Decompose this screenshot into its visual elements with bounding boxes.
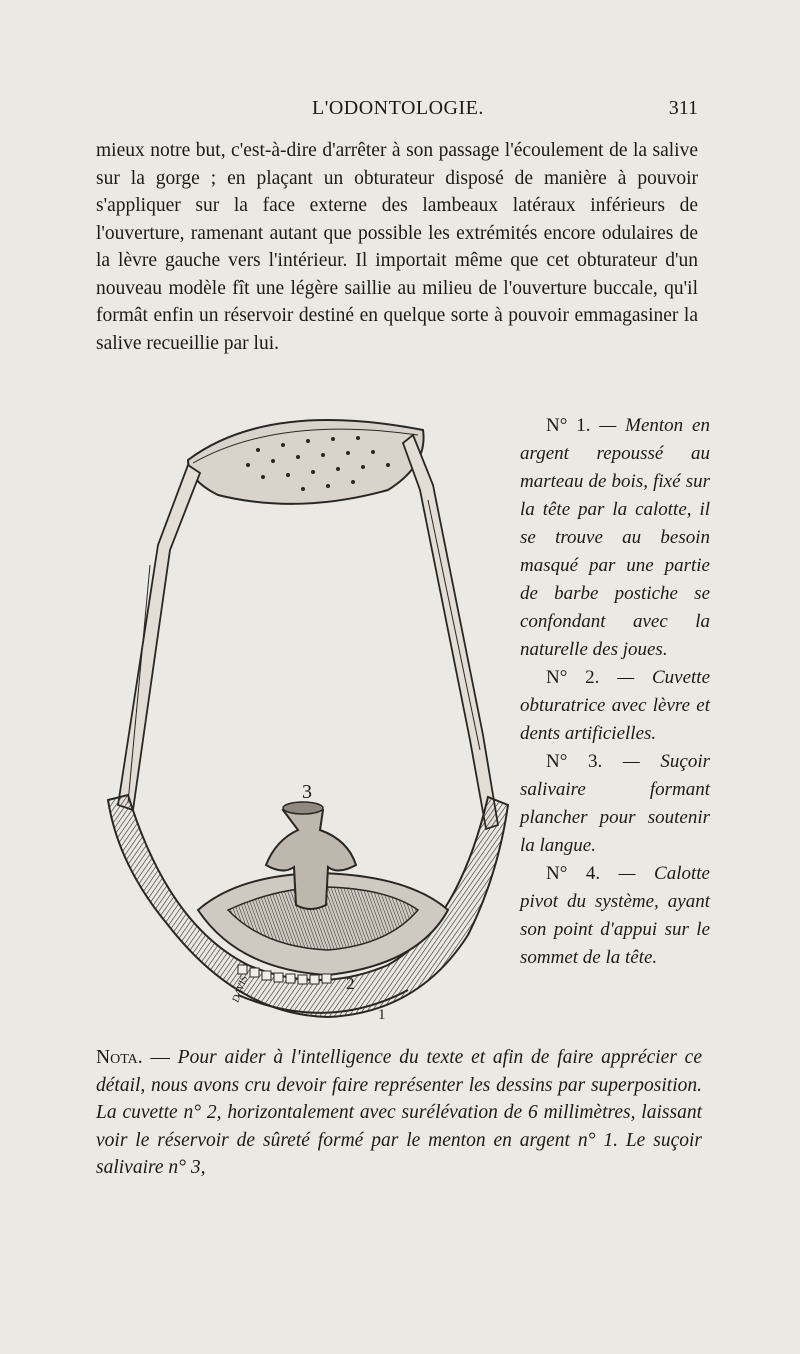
legend-item: N° 4. — Calotte pivot du système, ayant son point d'appui sur le sommet de la tête. [520,863,710,968]
legend-text: Calotte pivot du système, ayant son point d'appui sur le sommet de la tête. [520,863,710,968]
figure-label-2: 2 [346,974,355,993]
legend-number: N° 2. [546,667,600,688]
calotte-plate [188,420,424,504]
figure-engraving [88,405,518,1045]
body-paragraph: mieux notre but, c'est-à-dire d'arrêter à son passage l'écoulement de la salive sur la gorge ; en plaçant un obturateur disposé de manière à pouvoir s'appliquer sur la face externe des lambeaux latéraux inférieurs de l'ouverture, ramenant autant que possible les extrémités encore odulaires de la lèvre gauche vers l'intérieur. Il importait même que cet obturateur d'un nouveau modèle fît une légère saillie au milieu de l'ouverture buccale, qu'il formât enfin un réservoir destiné en quelque sorte à pouvoir emmagasiner la salive recueillie par lui. [96,140,698,354]
figure-label-1: 1 [378,1007,386,1023]
running-title: L'ODONTOLOGIE. [312,97,484,119]
figure-label-3: 3 [302,781,312,803]
legend-number: N° 3. [546,751,603,772]
legend-item: N° 1. — Menton en argent repoussé au marteau de bois, fixé sur la tête par la calotte, il se trouve au besoin masqué par une partie de barbe postiche se confondant avec la naturelle des joues. [520,415,710,660]
running-header [96,97,712,125]
legend-text: Suçoir salivaire formant plancher pour soutenir la langue. [520,751,710,856]
nota-text: Pour aider à l'intelligence du texte et afin de faire apprécier ce détail, nous avons cru devoir faire représenter les dessins par superposition. La cuvette n° 2, horizontalement avec surélévation de 6 millimètres, laissant voir le réservoir de sûreté formé par le menton en argent n° 1. Le suçoir salivaire n° 3, [96,1047,702,1178]
legend-item: N° 3. — Suçoir salivaire formant plancher pour soutenir la langue. [520,751,710,856]
page-number: 311 [668,97,698,119]
legend-text: Cuvette obturatrice avec lèvre et dents artificielles. [520,667,710,744]
figure-legend [520,412,710,972]
prosthesis-illustration [88,405,518,1045]
engraver-signature: DAVIS [230,974,251,1005]
legend-number: N° 1. [546,415,591,436]
nota-separator: — [142,1047,178,1068]
legend-text: Menton en argent repoussé au marteau de bois, fixé sur la tête par la calotte, il se trouve au besoin masqué par une partie de barbe postiche se confondant avec la naturelle des joues. [520,415,710,660]
nota-paragraph [96,1044,702,1182]
legend-number: N° 4. [546,863,601,884]
nota-label: Nota. [96,1047,143,1068]
legend-item: N° 2. — Cuvette obturatrice avec lèvre et dents artificielles. [520,667,710,744]
